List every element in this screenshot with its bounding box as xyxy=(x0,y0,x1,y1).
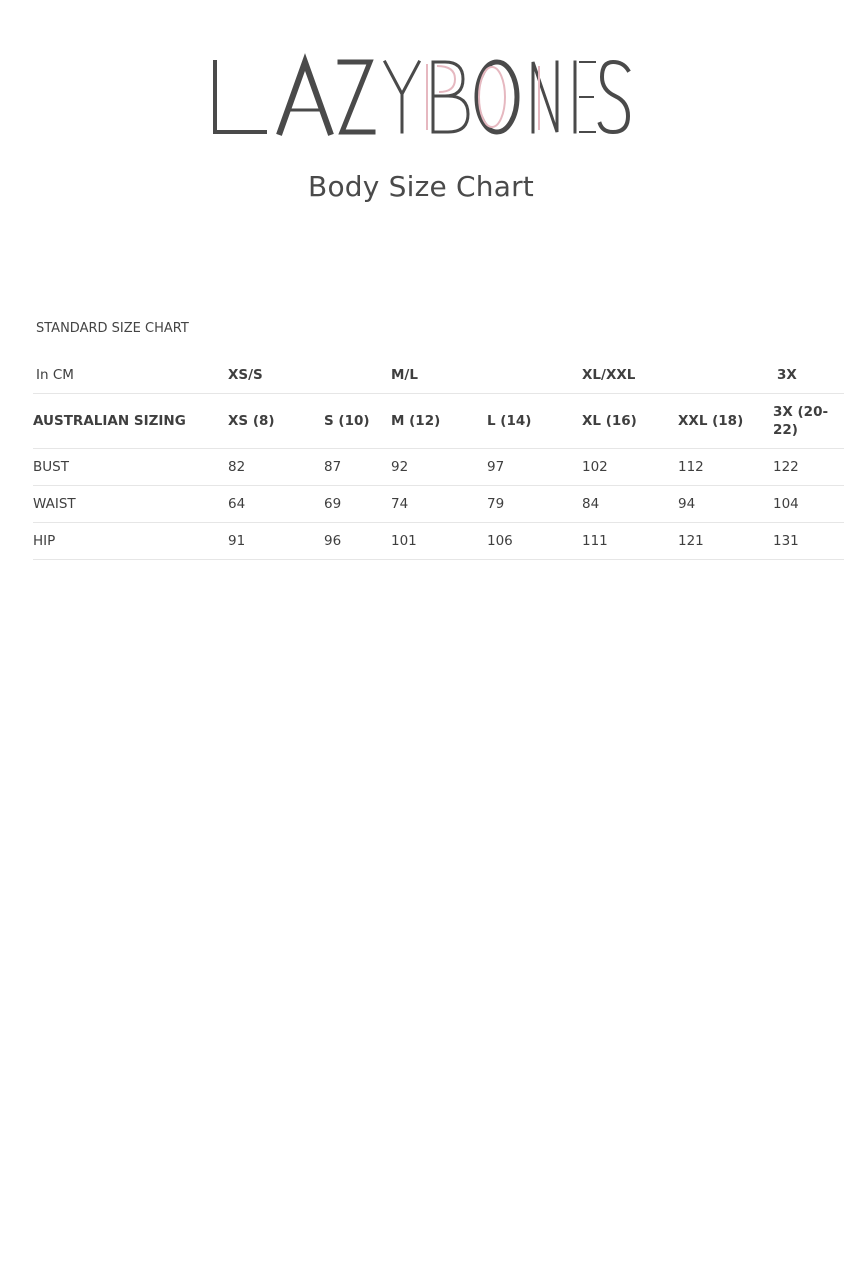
size-table xyxy=(33,356,844,560)
table-row xyxy=(33,486,844,523)
page-title: Body Size Chart xyxy=(308,170,534,203)
australian-size-cell: XXL (18) xyxy=(678,394,773,449)
lazybones-logo-icon xyxy=(205,52,640,142)
measurement-value: 101 xyxy=(391,523,487,560)
measurement-value: 111 xyxy=(582,523,678,560)
measurement-value: 131 xyxy=(773,523,844,560)
size-chart-heading: STANDARD SIZE CHART xyxy=(36,321,189,336)
measurement-label: HIP xyxy=(33,523,228,560)
size-group-cell xyxy=(487,356,582,394)
australian-size-cell: M (12) xyxy=(391,394,487,449)
australian-sizing-label: AUSTRALIAN SIZING xyxy=(33,394,228,449)
measurement-value: 106 xyxy=(487,523,582,560)
measurement-value: 102 xyxy=(582,449,678,486)
measurement-value: 82 xyxy=(228,449,324,486)
measurement-value: 122 xyxy=(773,449,844,486)
size-group-cell xyxy=(678,356,773,394)
brand-logo xyxy=(205,52,640,142)
measurement-value: 97 xyxy=(487,449,582,486)
measurement-value: 104 xyxy=(773,486,844,523)
size-group-cell xyxy=(324,356,391,394)
australian-size-cell: 3X (20-22) xyxy=(773,394,844,449)
measurement-value: 79 xyxy=(487,486,582,523)
measurement-value: 92 xyxy=(391,449,487,486)
measurement-label: WAIST xyxy=(33,486,228,523)
size-group-cell: M/L xyxy=(391,356,487,394)
australian-size-cell: S (10) xyxy=(324,394,391,449)
size-group-row xyxy=(33,356,844,394)
unit-label: In CM xyxy=(33,356,228,394)
measurement-value: 112 xyxy=(678,449,773,486)
table-row xyxy=(33,523,844,560)
measurement-value: 94 xyxy=(678,486,773,523)
measurement-value: 74 xyxy=(391,486,487,523)
measurement-value: 69 xyxy=(324,486,391,523)
table-row xyxy=(33,449,844,486)
measurement-value: 91 xyxy=(228,523,324,560)
measurement-label: BUST xyxy=(33,449,228,486)
australian-size-cell: L (14) xyxy=(487,394,582,449)
size-group-cell: XS/S xyxy=(228,356,324,394)
size-group-cell: 3X xyxy=(773,356,844,394)
measurement-value: 87 xyxy=(324,449,391,486)
measurement-value: 64 xyxy=(228,486,324,523)
size-group-cell: XL/XXL xyxy=(582,356,678,394)
measurement-value: 96 xyxy=(324,523,391,560)
australian-size-cell: XL (16) xyxy=(582,394,678,449)
measurement-value: 84 xyxy=(582,486,678,523)
australian-size-cell: XS (8) xyxy=(228,394,324,449)
measurement-value: 121 xyxy=(678,523,773,560)
australian-sizing-row xyxy=(33,394,844,449)
